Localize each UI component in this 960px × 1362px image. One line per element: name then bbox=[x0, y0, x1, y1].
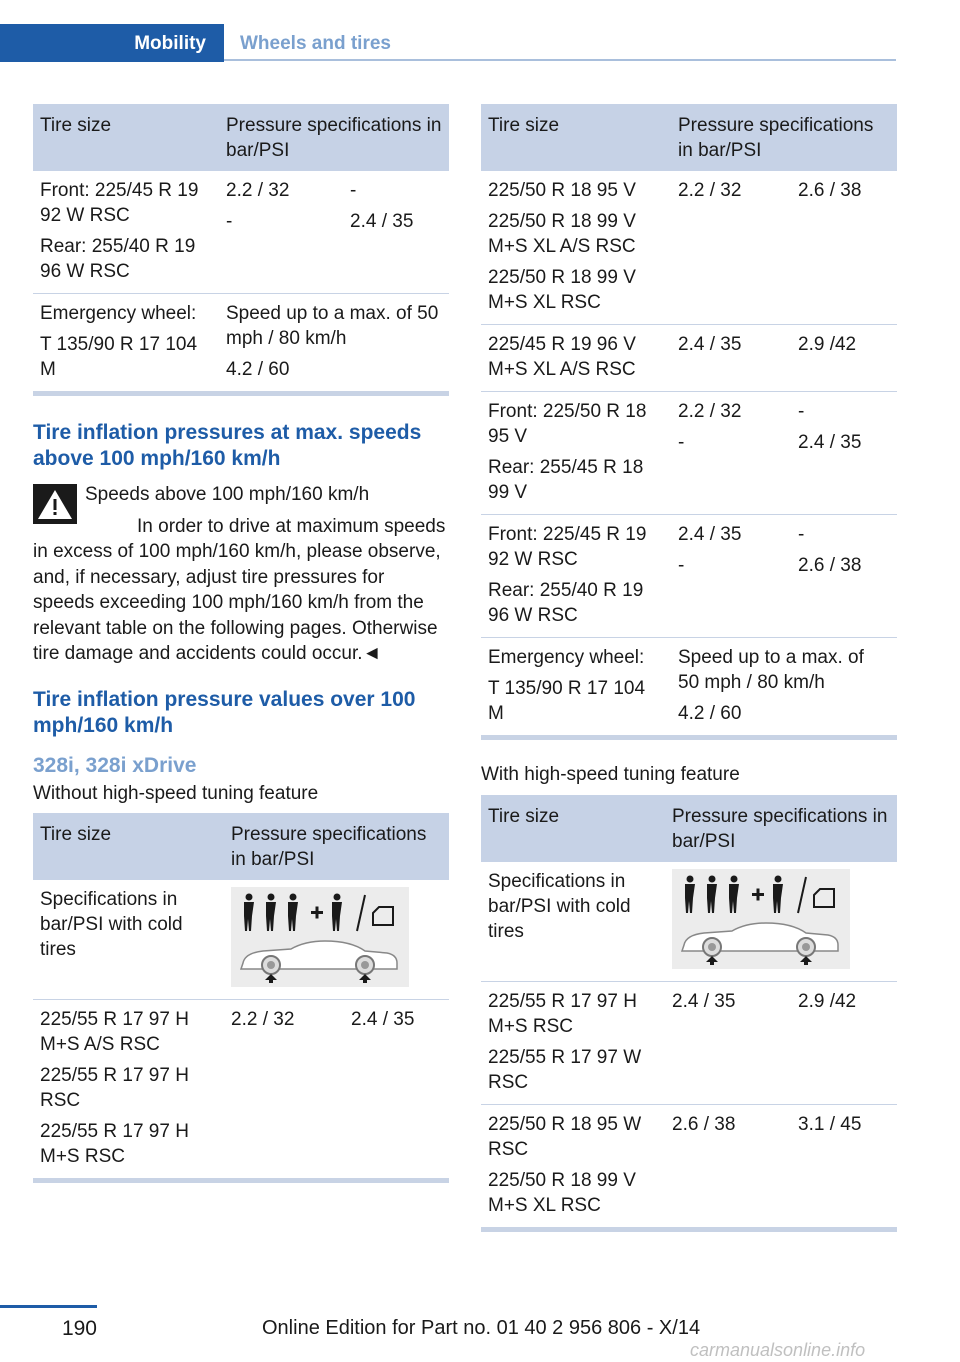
spec-label: Specifications in bar/PSI with cold tires bbox=[40, 889, 183, 960]
tire-size: 225/50 R 18 99 V M+S XL RSC bbox=[488, 267, 636, 313]
column-header-tire-size: Tire size bbox=[33, 104, 219, 171]
pressure-value: 2.4 / 35 bbox=[672, 990, 736, 1012]
subsection-tab: Wheels and tires bbox=[240, 32, 391, 54]
tire-size: 225/50 R 18 99 V M+S XL A/S RSC bbox=[488, 211, 636, 257]
column-header-pressure: Pressure specifications in bar/PSI bbox=[671, 104, 897, 171]
pressure-value: 2.4 / 35 bbox=[678, 334, 742, 355]
pressure-value: 4.2 / 60 bbox=[226, 359, 290, 380]
tire-size: 225/55 R 17 97 W RSC bbox=[488, 1046, 642, 1093]
column-header-tire-size: Tire size bbox=[33, 813, 224, 880]
pressure-value: 2.2 / 32 bbox=[226, 180, 290, 201]
section-tab: Mobility bbox=[0, 24, 224, 62]
tire-size-rear: Rear: 255/40 R 19 96 W RSC bbox=[488, 580, 644, 626]
pressure-value: 2.2 / 32 bbox=[678, 401, 742, 422]
column-header-pressure: Pressure specifications in bar/PSI bbox=[665, 795, 897, 862]
pressure-value: 2.4 / 35 bbox=[798, 432, 862, 453]
column-header-tire-size: Tire size bbox=[481, 104, 671, 171]
tire-size-rear: Rear: 255/45 R 18 99 V bbox=[488, 457, 644, 503]
emergency-speed-note: Speed up to a max. of 50 mph / 80 km/h bbox=[226, 303, 439, 349]
tire-size-front: Front: 225/50 R 18 95 V bbox=[488, 401, 647, 447]
header-rule bbox=[224, 59, 896, 61]
table-row bbox=[33, 294, 449, 394]
tire-size: 225/50 R 18 95 V bbox=[488, 180, 636, 201]
tire-pressure-table-high-speed bbox=[481, 795, 897, 1232]
pressure-value: - bbox=[798, 401, 805, 422]
pressure-value: 2.4 / 35 bbox=[350, 211, 414, 232]
tire-pressure-table-standard bbox=[33, 813, 449, 1183]
car-side-icon bbox=[678, 919, 844, 965]
pressure-value: 2.9 /42 bbox=[798, 990, 857, 1012]
table-row bbox=[33, 171, 449, 294]
emergency-speed-note: Speed up to a max. of 50 mph / 80 km/h bbox=[678, 647, 864, 693]
load-diagram bbox=[231, 887, 409, 987]
emergency-wheel-size: T 135/90 R 17 104 M bbox=[488, 678, 646, 724]
page-number: 190 bbox=[61, 1317, 97, 1340]
section-heading: Tire inflation pressure values over 100 mph/160 km/h bbox=[33, 687, 416, 737]
pressure-value: 4.2 / 60 bbox=[678, 703, 742, 724]
load-people-icon bbox=[241, 893, 401, 933]
pressure-value: 2.4 / 35 bbox=[351, 1009, 415, 1030]
emergency-wheel-label: Emergency wheel: bbox=[40, 303, 197, 324]
footer-rule bbox=[0, 1305, 97, 1308]
table-row bbox=[481, 862, 897, 982]
table-row bbox=[33, 1000, 449, 1181]
watermark: carmanualsonline.info bbox=[690, 1340, 866, 1360]
column-header-tire-size: Tire size bbox=[481, 795, 665, 862]
table-header-row bbox=[33, 813, 449, 880]
table-row bbox=[481, 392, 897, 515]
tire-size: 225/55 R 17 97 H M+S A/S RSC bbox=[40, 1009, 189, 1055]
tire-pressure-table-mixed bbox=[33, 104, 449, 396]
pressure-value: - bbox=[226, 211, 233, 232]
table-row bbox=[481, 515, 897, 638]
tire-size-front: Front: 225/45 R 19 92 W RSC bbox=[40, 180, 199, 226]
emergency-wheel-size: T 135/90 R 17 104 M bbox=[40, 334, 198, 380]
tire-size: 225/50 R 18 99 V M+S XL RSC bbox=[488, 1169, 636, 1216]
table-caption: With high-speed tuning feature bbox=[481, 764, 740, 785]
column-header-pressure: Pressure specifications in bar/PSI bbox=[224, 813, 449, 880]
table-row bbox=[481, 981, 897, 1104]
tire-pressure-table-continued bbox=[481, 104, 897, 740]
model-heading: 328i, 328i xDrive bbox=[33, 753, 197, 777]
pressure-value: 2.2 / 32 bbox=[231, 1009, 295, 1030]
column-header-pressure: Pressure specifications in bar/PSI bbox=[219, 104, 449, 171]
tire-size: 225/50 R 18 95 W RSC bbox=[488, 1113, 642, 1160]
left-column bbox=[33, 104, 449, 1183]
page-header bbox=[0, 24, 896, 62]
emergency-wheel-label: Emergency wheel: bbox=[488, 647, 645, 668]
pressure-value: 2.6 / 38 bbox=[672, 1113, 736, 1135]
tire-size: 225/55 R 17 97 H RSC bbox=[40, 1065, 189, 1111]
pressure-value: 2.2 / 32 bbox=[678, 180, 742, 201]
warning-title: Speeds above 100 mph/160 km/h bbox=[85, 484, 370, 505]
pressure-value: 2.6 / 38 bbox=[798, 180, 862, 201]
table-row bbox=[481, 638, 897, 738]
pressure-value: 3.1 / 45 bbox=[798, 1113, 862, 1135]
car-side-icon bbox=[237, 937, 403, 983]
spec-label: Specifications in bar/PSI with cold tires bbox=[488, 870, 631, 942]
tire-size: 225/55 R 17 97 H M+S RSC bbox=[40, 1121, 189, 1167]
pressure-value: - bbox=[798, 524, 805, 545]
table-row bbox=[481, 325, 897, 392]
table-header-row bbox=[481, 104, 897, 171]
pressure-value: - bbox=[678, 555, 685, 576]
pressure-value: 2.6 / 38 bbox=[798, 555, 862, 576]
pressure-value: 2.9 /42 bbox=[798, 334, 857, 355]
table-header-row bbox=[33, 104, 449, 171]
load-people-icon bbox=[682, 875, 842, 915]
table-row bbox=[481, 1104, 897, 1229]
tire-size: 225/55 R 17 97 H M+S RSC bbox=[488, 990, 637, 1037]
right-column bbox=[481, 104, 897, 1232]
pressure-value: 2.4 / 35 bbox=[678, 524, 742, 545]
pressure-value: - bbox=[350, 180, 357, 201]
table-header-row bbox=[481, 795, 897, 862]
pressure-value: - bbox=[678, 432, 685, 453]
warning-icon bbox=[33, 484, 77, 524]
table-caption: Without high-speed tuning feature bbox=[33, 782, 319, 804]
warning-block bbox=[33, 482, 449, 667]
tire-size: 225/45 R 19 96 V M+S XL A/S RSC bbox=[488, 334, 636, 380]
edition-text: Online Edition for Part no. 01 40 2 956 806 - X/14 bbox=[262, 1317, 701, 1339]
tire-size-front: Front: 225/45 R 19 92 W RSC bbox=[488, 524, 647, 570]
section-heading: Tire inflation pressures at max. speeds above 100 mph/160 km/h bbox=[33, 421, 422, 470]
table-row bbox=[33, 880, 449, 1000]
tire-size-rear: Rear: 255/40 R 19 96 W RSC bbox=[40, 236, 196, 282]
table-row bbox=[481, 171, 897, 325]
warning-text: In order to drive at maximum speeds in excess of 100 mph/160 km/h, please observe, and, if necessary, adjust tire pressures for speeds exceeding 100 mph/160 km/h from the relevant table on the following pages. Otherwise tire damage and accidents could occur.◄ bbox=[33, 515, 446, 664]
load-diagram bbox=[672, 869, 850, 969]
